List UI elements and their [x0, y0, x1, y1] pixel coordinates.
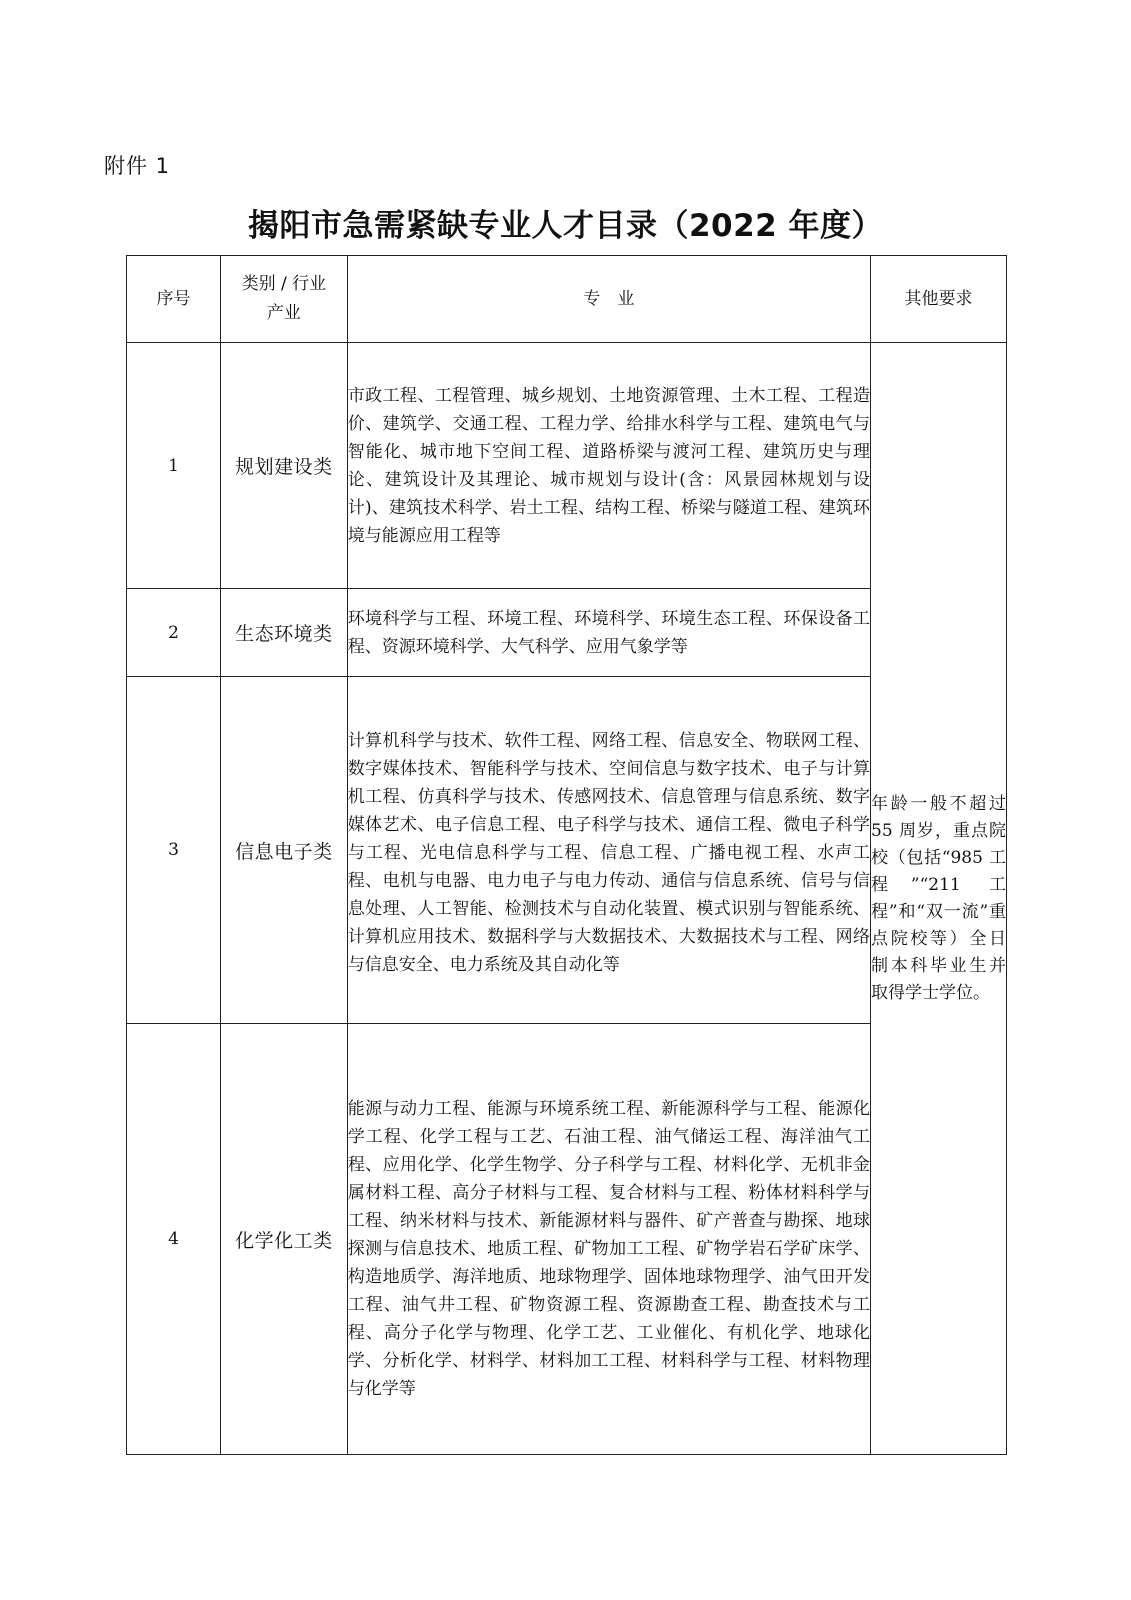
row-seq: 1: [127, 343, 221, 589]
row-category: 生态环境类: [221, 589, 348, 677]
row-seq: 3: [127, 677, 221, 1024]
header-major: 专 业: [347, 256, 870, 343]
row-category: 化学化工类: [221, 1024, 348, 1455]
attachment-label: 附件 1: [104, 154, 171, 178]
row-majors: 能源与动力工程、能源与环境系统工程、新能源科学与工程、能源化学工程、化学工程与工艺、石油工程、油气储运工程、海洋油气工程、应用化学、化学生物学、分子科学与工程、材料化学、无机非金属材料工程、高分子材料与工程、复合材料与工程、粉体材料科学与工程、纳米材料与技术、新能源材料与器件、矿产普查与勘探、地球探测与信息技术、地质工程、矿物加工工程、矿物学岩石学矿床学、构造地质学、海洋地质、地球物理学、固体地球物理学、油气田开发工程、油气井工程、矿物资源工程、资源勘查工程、勘查技术与工程、高分子化学与物理、化学工艺、工业催化、有机化学、地球化学、分析化学、材料学、材料加工工程、材料科学与工程、材料物理与化学等: [347, 1024, 870, 1455]
row-seq: 4: [127, 1024, 221, 1455]
header-category-line2: 产业: [266, 303, 301, 323]
header-category-line1: 类别 / 行业: [241, 274, 327, 294]
other-requirements-cell: 年龄一般不超过 55 周岁，重点院校（包括“985 工程”“211 工程”和“双一流”重点院校等）全日制本科毕业生并取得学士学位。: [871, 343, 1007, 1455]
row-seq: 2: [127, 589, 221, 677]
header-category: [221, 256, 348, 343]
table-header-row: [127, 256, 1007, 343]
talent-catalog-table: [126, 255, 1007, 1455]
row-category: 规划建设类: [221, 343, 348, 589]
row-majors: 环境科学与工程、环境工程、环境科学、环境生态工程、环保设备工程、资源环境科学、大气科学、应用气象学等: [347, 589, 870, 677]
header-seq: 序号: [127, 256, 221, 343]
header-requirements: 其他要求: [871, 256, 1007, 343]
row-majors: 计算机科学与技术、软件工程、网络工程、信息安全、物联网工程、数字媒体技术、智能科学与技术、空间信息与数字技术、电子与计算机工程、仿真科学与技术、传感网技术、信息管理与信息系统、数字媒体艺术、电子信息工程、电子科学与技术、通信工程、微电子科学与工程、光电信息科学与工程、信息工程、广播电视工程、水声工程、电机与电器、电力电子与电力传动、通信与信息系统、信号与信息处理、人工智能、检测技术与自动化装置、模式识别与智能系统、计算机应用技术、数据科学与大数据技术、大数据技术与工程、网络与信息安全、电力系统及其自动化等: [347, 677, 870, 1024]
row-majors: 市政工程、工程管理、城乡规划、土地资源管理、土木工程、工程造价、建筑学、交通工程、工程力学、给排水科学与工程、建筑电气与智能化、城市地下空间工程、道路桥梁与渡河工程、建筑历史与理论、建筑设计及其理论、城市规划与设计(含：风景园林规划与设计)、建筑技术科学、岩土工程、结构工程、桥梁与隧道工程、建筑环境与能源应用工程等: [347, 343, 870, 589]
row-category: 信息电子类: [221, 677, 348, 1024]
table-row: [127, 343, 1007, 589]
document-title: 揭阳市急需紧缺专业人才目录（2022 年度）: [247, 208, 884, 244]
